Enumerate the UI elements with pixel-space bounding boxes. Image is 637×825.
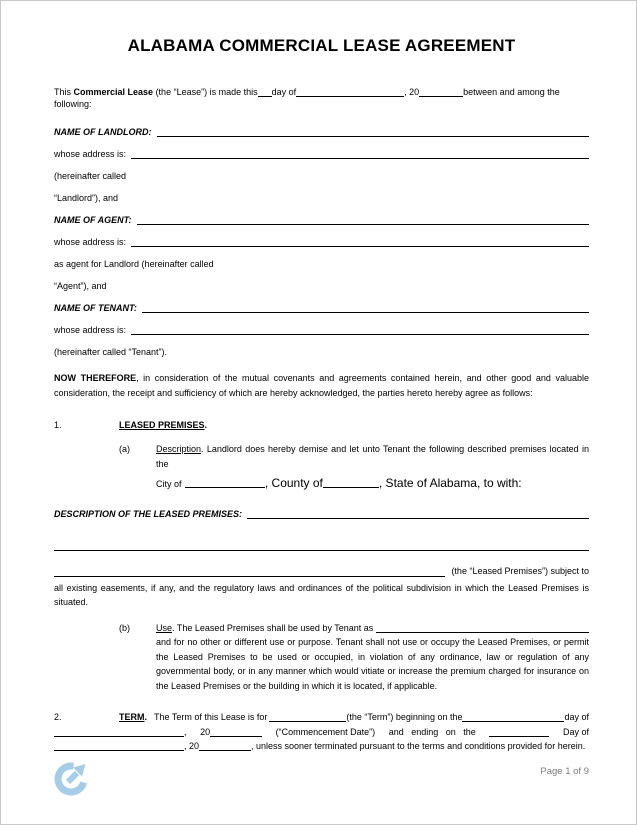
clause-b-use-row	[156, 621, 589, 636]
description-blank-1	[247, 518, 589, 519]
tenant-address-label: whose address is:	[54, 325, 127, 335]
term-line2-comma: ,	[184, 726, 187, 737]
section-1-heading-row	[54, 415, 589, 431]
section-2-heading-period: .	[144, 712, 148, 722]
term-day-of-text: Day of	[562, 726, 589, 737]
tenant-name-blank	[142, 312, 589, 313]
agent-hereinafter-row-1	[54, 248, 589, 270]
term-length-blank	[269, 721, 346, 722]
intro-day-blank	[258, 96, 272, 97]
term-begin-year-group	[200, 727, 262, 738]
agent-address-row	[54, 226, 589, 248]
use-purpose-blank	[376, 632, 589, 633]
term-and-ending-text: and ending on the	[388, 726, 476, 737]
tenant-hereinafter-row	[54, 336, 589, 358]
description-blank-2	[54, 550, 589, 551]
term-end-year-blank	[199, 750, 251, 751]
state-label: , State of Alabama, to with:	[378, 476, 522, 490]
leased-premises-body: all existing easements, if any, and the regulatory laws and ordinances of the political subdivision in which the Leased Premises is situated.	[54, 582, 589, 607]
section-1-heading-period: .	[204, 420, 208, 430]
term-line2-twenty: 20	[200, 726, 211, 737]
term-begin-year-blank	[210, 736, 262, 737]
section-2-term	[54, 708, 589, 752]
now-therefore-lead: NOW THEREFORE	[54, 373, 137, 383]
clause-b-term: Use	[156, 622, 173, 633]
agent-hereinafter-text-2: “Agent”), and	[54, 281, 107, 291]
section-1-heading	[119, 420, 207, 431]
landlord-hereinafter-text-1: (hereinafter called	[54, 171, 127, 181]
clause-b-sentence	[156, 621, 373, 636]
agent-name-blank	[137, 224, 590, 225]
section-2-number: 2.	[54, 712, 62, 722]
city-county-line	[156, 475, 589, 493]
now-therefore-body: , in consideration of the mutual covenants and agreements contained herein, and other good and valuable consideration, the receipt and sufficiency of which are hereby acknowledged, the parties hereto hereby agree as follows:	[54, 373, 589, 398]
clause-a-sentence	[156, 442, 589, 471]
leased-premises-tail-row	[54, 564, 589, 579]
county-label: , County of	[264, 476, 323, 490]
intro-year-blank	[419, 96, 463, 97]
intro-text-4: , 20	[404, 87, 420, 97]
intro-month-blank	[296, 96, 404, 97]
landlord-address-row	[54, 138, 589, 160]
clause-a-text: . Landlord does hereby demise and let unto Tenant the following described premises located in the	[156, 444, 589, 469]
tenant-address-blank	[131, 334, 589, 335]
description-row	[54, 498, 589, 520]
landlord-address-label: whose address is:	[54, 149, 127, 159]
term-line1-text2: (the “Term”) beginning on the	[346, 712, 463, 722]
term-commencement-text: (“Commencement Date”)	[275, 726, 376, 737]
intro-line	[54, 86, 589, 110]
term-line1-text3: day of	[564, 712, 589, 722]
agent-address-label: whose address is:	[54, 237, 127, 247]
term-begin-month-blank	[54, 736, 184, 737]
term-end-month-blank	[54, 750, 184, 751]
term-line-2	[54, 723, 589, 738]
term-begin-day-blank	[462, 721, 564, 722]
agent-address-blank	[131, 246, 589, 247]
term-line1-text1: The Term of this Lease is for	[154, 712, 268, 722]
page-number: Page 1 of 9	[540, 766, 589, 777]
landlord-address-blank	[131, 158, 589, 159]
clause-a-body	[156, 442, 589, 493]
clause-b-text: . The Leased Premises shall be used by Tenant as	[172, 622, 374, 633]
agent-hereinafter-text-1: as agent for Landlord (hereinafter called	[54, 259, 214, 269]
tenant-name-row	[54, 292, 589, 314]
section-1-heading-text: LEASED PREMISES	[119, 420, 205, 430]
tenant-name-label: NAME OF TENANT:	[54, 303, 137, 313]
term-line-3	[54, 738, 589, 753]
clause-b-marker: (b)	[119, 622, 130, 633]
section-1-number: 1.	[54, 420, 62, 430]
leased-premises-tail-text: (the “Leased Premises”) subject to	[451, 566, 589, 576]
city-blank	[185, 487, 265, 488]
intro-text-2: (the “Lease”) is made this	[153, 87, 258, 97]
term-end-day-blank	[489, 736, 549, 737]
tenant-hereinafter-text: (hereinafter called “Tenant”).	[54, 347, 168, 357]
landlord-hereinafter-row-1	[54, 160, 589, 182]
document-content	[1, 1, 636, 752]
landlord-name-row	[54, 116, 589, 138]
clause-a-term: Description	[156, 444, 202, 454]
circular-arrow-logo-icon	[52, 756, 92, 796]
term-line3-text1: , 20	[184, 741, 200, 751]
intro-text-3: day of	[271, 87, 297, 97]
term-begin-month-group	[54, 727, 187, 738]
clause-a-marker: (a)	[119, 444, 130, 454]
agent-name-row	[54, 204, 589, 226]
landlord-name-label: NAME OF LANDLORD:	[54, 127, 152, 137]
term-line3-text2: , unless sooner terminated pursuant to the terms and conditions provided for herein.	[251, 741, 586, 751]
section-2-heading	[119, 712, 147, 723]
intro-commercial-lease: Commercial Lease	[73, 87, 154, 97]
county-blank	[323, 487, 379, 488]
agent-name-label: NAME OF AGENT:	[54, 215, 132, 225]
landlord-hereinafter-row-2	[54, 182, 589, 204]
clause-b-body	[156, 621, 589, 694]
document-title: ALABAMA COMMERCIAL LEASE AGREEMENT	[127, 36, 516, 55]
agent-hereinafter-row-2	[54, 270, 589, 292]
description-blank-3	[54, 576, 445, 577]
clause-b-paragraph: and for no other or different use or purpose. Tenant shall not use or occupy the Leased Premises, or permit the Leased Premises to be used or occupied, in violation of any ordinance, law or regulation of any governmental body, or in any manner which would vitiate or increase the premium charged for insurance on the Leased Premises or the building in which it is located, if applicable.	[156, 637, 589, 691]
landlord-hereinafter-text-2: “Landlord”), and	[54, 193, 119, 203]
term-line-1	[54, 708, 589, 723]
landlord-name-blank	[157, 136, 590, 137]
clause-b	[54, 621, 589, 694]
intro-text-1: This	[54, 87, 74, 97]
tenant-address-row	[54, 314, 589, 336]
section-2-heading-text: TERM	[119, 712, 145, 722]
intro-text-5: between and among the following:	[54, 87, 560, 109]
clause-a	[54, 442, 589, 493]
city-label: City of	[156, 479, 182, 489]
now-therefore-paragraph	[54, 371, 589, 400]
description-label: DESCRIPTION OF THE LEASED PREMISES:	[54, 509, 243, 519]
